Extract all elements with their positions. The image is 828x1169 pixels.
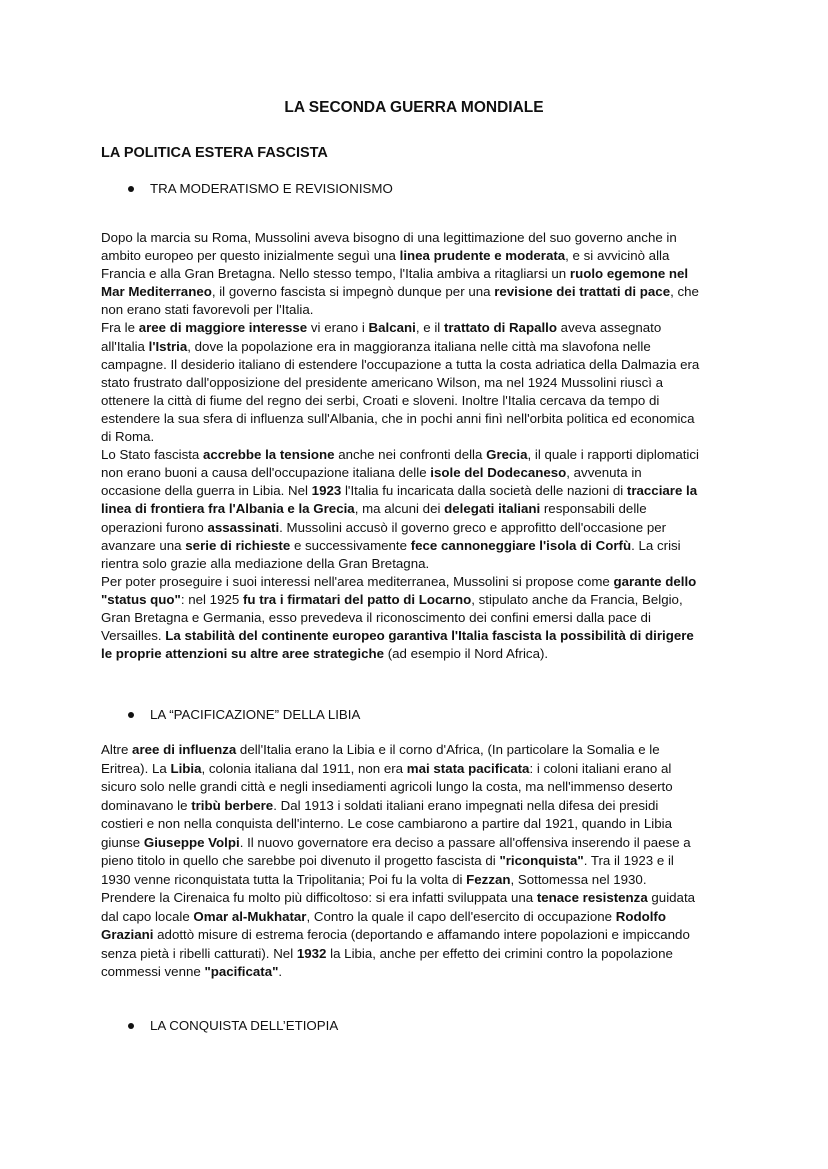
text: costieri e non nella conquista dell'interno. Le cose cambiarono a partire dal 1921, quando in Libia [101,816,672,831]
text: pieno titolo in quello che sarebbe poi divenuto il progetto fascista di [101,853,500,868]
bold-text: tenace resistenza [536,890,648,905]
text-line [101,356,741,374]
text: non erano buoni a causa dell'occupazione italiana delle [101,465,431,481]
text-line [101,301,741,319]
text: stato frustrato dall'opposizione del presidente americano Wilson, ma nel 1924 Mussolini riuscì a [101,374,664,390]
bold-text: serie di richieste [185,537,291,553]
bullet-heading-text: TRA MODERATISMO E REVISIONISMO [150,181,393,196]
bold-text: linea di frontiera fra l'Albania e la Grecia [101,501,355,517]
text-line [101,573,741,591]
text-line [101,229,741,247]
text: commessi venne [101,964,205,979]
text: , colonia italiana dal 1911, non era [201,760,407,776]
text: occasione della guerra in Libia. Nel [101,483,312,499]
text: . Dal 1913 i soldati italiani erano impegnati nella difesa dei presidi [273,797,659,813]
text-line [101,374,741,392]
paragraph-block-moderatismo [101,229,741,663]
bold-text: trattato di Rapallo [443,320,557,336]
bold-text: Giuseppe Volpi [143,834,240,850]
text: , il quale i rapporti diplomatici [527,447,699,463]
text: guidata [647,890,696,905]
text: non erano stati favorevoli per l'Italia. [101,302,314,318]
bullet-heading [128,181,393,196]
text-line [101,797,741,816]
text-line [101,247,741,265]
text: Prendere la Cirenaica fu molto più difficoltoso: si era infatti sviluppata una [101,890,537,905]
text: giunse [101,834,144,850]
text-line [101,555,741,573]
text: Versailles. [101,628,166,644]
text: , ma alcuni dei [354,501,445,517]
text: , e si avvicinò alla [565,248,670,264]
bold-text: l'Istria [148,338,188,354]
text-line [101,519,741,537]
text: ottenere la città di fiume del regno dei serbi, Croati e sloveni. Inoltre l'Italia cercava da tempo di [101,392,660,408]
bold-text: tribù berbere [191,797,274,813]
bullet-heading [128,707,360,722]
text: . Tra il 1923 e il [583,853,674,868]
bold-text: "status quo" [101,591,181,607]
text: , stipulato anche da Francia, Belgio, [471,591,683,607]
text: e successivamente [290,537,411,553]
bold-text: garante dello [613,573,697,589]
section-heading: LA POLITICA ESTERA FASCISTA [101,145,328,161]
text-line [101,889,741,908]
text-line [101,410,741,428]
text: . La crisi [631,537,681,553]
text-line [101,319,741,337]
text: aveva assegnato [556,320,662,336]
text-line [101,500,741,518]
text: Francia e alla Gran Bretagna. Nello stesso tempo, l'Italia ambiva a ritagliarsi un [101,266,570,282]
bullet-heading-text: LA CONQUISTA DELL’ETIOPIA [150,1018,339,1033]
text: l'Italia fu incaricata dalla società delle nazioni di [341,483,627,499]
text-line [101,482,741,500]
bullet-dot-icon [128,186,134,192]
bold-text: Fezzan [466,871,511,887]
bold-text: mai stata pacificata [406,760,530,776]
text-line [101,392,741,410]
text: . [278,964,283,979]
text: avanzare una [101,537,186,553]
text-line [101,428,741,446]
text: Eritrea). La [101,760,171,776]
document-title: LA SECONDA GUERRA MONDIALE [284,99,544,116]
text: , dove la popolazione era in maggioranza italiana nelle città ma slavofona nelle [187,338,651,354]
text: operazioni furono [101,519,208,535]
text: vi erano i [307,320,369,336]
bold-text: Libia [170,760,202,776]
text: Dopo la marcia su Roma, Mussolini aveva bisogno di una legittimazione del suo governo anche in [101,230,677,245]
text-line [101,591,741,609]
text: Lo Stato fascista [101,447,203,463]
bullet-heading [128,1018,338,1033]
text-line [101,926,741,945]
text: adottò misure di estrema ferocia (deportando e affamando intere popolazioni e impiccando [153,927,690,942]
text: Per poter proseguire i suoi interessi nell'area mediterranea, Mussolini si propose come [101,573,614,589]
bold-text: Graziani [101,927,154,942]
text: responsabili delle [540,501,647,517]
text: : i coloni italiani erano al [529,760,672,776]
bold-text: assassinati [207,519,280,535]
text-line [101,760,741,779]
text: dominavano le [101,797,192,813]
text: (ad esempio il Nord Africa). [384,646,549,662]
bullet-dot-icon [128,1023,134,1029]
text-line [101,778,741,797]
text: senza pietà i ribelli catturati). Nel [101,945,297,961]
text-line [101,852,741,871]
bold-text: Omar al-Mukhatar [193,908,307,924]
text: , Sottomessa nel 1930. [510,871,647,887]
text-line [101,645,741,663]
bold-text: aree di influenza [132,742,237,757]
text: , il governo fascista si impegnò dunque per una [211,284,495,300]
bold-text: tracciare la [626,483,698,499]
bullet-heading-text: LA “PACIFICAZIONE” DELLA LIBIA [150,707,361,722]
bold-text: Balcani [368,320,416,336]
text: , Contro la quale il capo dell'esercito di occupazione [306,908,616,924]
bold-text: 1923 [311,483,342,499]
bold-text: ruolo egemone nel [569,266,689,282]
text-line [101,265,741,283]
text: dal capo locale [101,908,194,924]
bold-text: aree di maggiore interesse [138,320,308,336]
text-line [101,834,741,853]
text-line [101,908,741,927]
text: dell'Italia erano la Libia e il corno d'Africa, (In particolare la Somalia e le [236,742,660,757]
text: Gran Bretagna e Germania, esso prevedeva il riconoscimento dei confini emersi dalla pace di [101,609,651,625]
text-line [101,945,741,964]
text: , e il [415,320,444,336]
bullet-dot-icon [128,712,134,718]
text: estendere la sua sfera di influenza sull'Albania, che in pochi anni finì nell'orbita politica ed economica [101,410,695,426]
text-line [101,464,741,482]
text: . Mussolini accusò il governo greco e approfitto dell'occasione per [279,519,667,535]
text-line [101,741,741,760]
bold-text: accrebbe la tensione [203,447,335,463]
bold-text: isole del Dodecaneso [430,465,567,481]
text: sicuro solo nelle grandi città e negli insediamenti agricoli lungo la costa, ma nell'immenso deserto [101,779,673,794]
text: di Roma. [101,429,155,445]
text: Fra le [101,320,139,336]
text: anche nei confronti della [334,447,487,463]
bold-text: le proprie attenzioni su altre aree strategiche [101,646,385,662]
text-line [101,815,741,834]
bold-text: 1932 [296,945,327,961]
text: all'Italia [101,338,149,354]
bold-text: "pacificata" [204,964,279,979]
bold-text: Rodolfo [615,908,666,924]
bold-text: fu tra i firmatari del patto di Locarno [242,591,472,607]
bold-text: Mar Mediterraneo [101,284,212,300]
text: la Libia, anche per effetto dei crimini contro la popolazione [326,945,673,961]
text: rientra solo grazie alla mediazione della Gran Bretagna. [101,555,430,571]
text-line [101,627,741,645]
text: , avvenuta in [566,465,642,481]
text: Altre [101,742,133,757]
bold-text: La stabilità del continente europeo garantiva l'Italia fascista la possibilità di dirigere [165,628,694,644]
text-line [101,963,741,982]
text: campagne. Il desiderio italiano di estendere l'occupazione a tutta la costa adriatica della Dalmazia era [101,356,700,372]
bold-text: delegati italiani [444,501,541,517]
text: . Il nuovo governatore era deciso a passare all'offensiva inserendo il paese a [239,834,691,850]
text-line [101,609,741,627]
bold-text: revisione dei trattati di pace [494,284,671,300]
bold-text: fece cannoneggiare l'isola di Corfù [410,537,632,553]
bold-text: Grecia [486,447,528,463]
paragraph-block-libia [101,741,741,982]
text: ambito europeo per questo inizialmente seguì una [101,248,400,264]
bold-text: "riconquista" [499,853,584,868]
text-line [101,871,741,890]
text-line [101,338,741,356]
text-line [101,283,741,301]
text: , che [670,284,699,300]
text: : nel 1925 [180,591,243,607]
text-line [101,446,741,464]
text: 1930 venne riconquistata tutta la Tripolitania; Poi fu la volta di [101,871,467,887]
bold-text: linea prudente e moderata [399,248,566,264]
text-line [101,537,741,555]
